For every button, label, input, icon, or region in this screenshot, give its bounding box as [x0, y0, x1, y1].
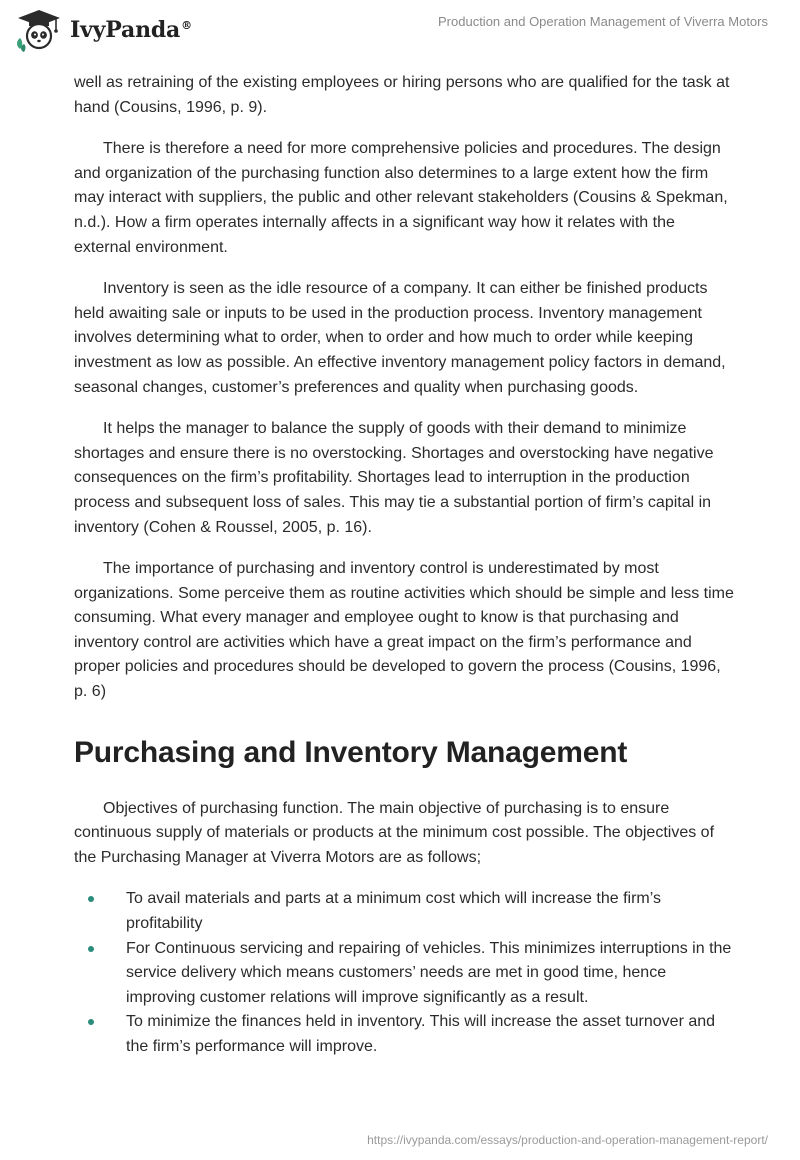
paragraph: It helps the manager to balance the supply of goods with their demand to minimize shortages and ensure there is no overstocking. Shortages and overstocking have negative consequences on the firm’s profitability. Shortages lead to interruption in the production process and subsequent loss of sales. This may tie a substantial portion of firm’s capital in inventory (Cohen & Roussel, 2005, p. 16).: [74, 420, 714, 536]
paragraph: well as retraining of the existing employees or hiring persons who are qualified for the task at hand (Cousins, 1996, p. 9).: [74, 74, 730, 116]
list-item: [74, 887, 734, 936]
brand-name: IvyPanda: [70, 17, 181, 43]
bullet-icon: [88, 1019, 94, 1025]
objectives-list: [74, 887, 734, 1059]
bullet-icon: [88, 946, 94, 952]
list-item: [74, 1010, 734, 1059]
source-url[interactable]: https://ivypanda.com/essays/production-and-operation-management-report/: [367, 1133, 768, 1147]
page-header: [0, 0, 800, 70]
document-title: Production and Operation Management of Viverra Motors: [438, 14, 768, 29]
paragraph: The importance of purchasing and inventory control is underestimated by most organizations. Some perceive them as routine activities which should be simple and less time consuming. What every manager and employee ought to know is that purchasing and inventory control are activities which have a great impact on the firm’s performance and proper policies and procedures should be developed to govern the process (Cousins, 1996, p. 6): [74, 560, 734, 701]
section-heading: Purchasing and Inventory Management: [74, 735, 628, 769]
panda-graduate-icon: [14, 8, 64, 52]
list-item-text: To minimize the finances held in inventory. This will increase the asset turnover and the firm’s performance will improve.: [126, 1013, 716, 1055]
list-item-text: To avail materials and parts at a minimum cost which will increase the firm’s profitability: [126, 890, 662, 933]
registered-mark: ®: [181, 18, 192, 32]
paragraph: There is therefore a need for more comprehensive policies and procedures. The design and organization of the purchasing function also determines to a large extent how the firm may interact with suppliers, the public and other relevant stakeholders (Cousins & Spekman, n.d.). How a firm operates internally affects in a significant way how it relates with the external environment.: [74, 140, 728, 256]
paragraph: Inventory is seen as the idle resource of a company. It can either be finished products held awaiting sale or inputs to be used in the production process. Inventory management involves determining what to order, when to order and how much to order while keeping investment as low as possible. An effective inventory management policy factors in demand, seasonal changes, customer’s preferences and quality when purchasing goods.: [74, 280, 726, 396]
brand-logo[interactable]: [14, 8, 192, 52]
list-item: [74, 937, 734, 1011]
article-body: [74, 71, 734, 1060]
list-item-text: For Continuous servicing and repairing of vehicles. This minimizes interruptions in the service delivery which means customers’ needs are met in good time, hence improving customer relations will improve significantly as a result.: [126, 939, 732, 1006]
section-intro-paragraph: Objectives of purchasing function. The main objective of purchasing is to ensure continuous supply of materials or products at the minimum cost possible. The objectives of the Purchasing Manager at Viverra Motors are as follows;: [74, 799, 715, 866]
bullet-icon: [88, 896, 94, 902]
